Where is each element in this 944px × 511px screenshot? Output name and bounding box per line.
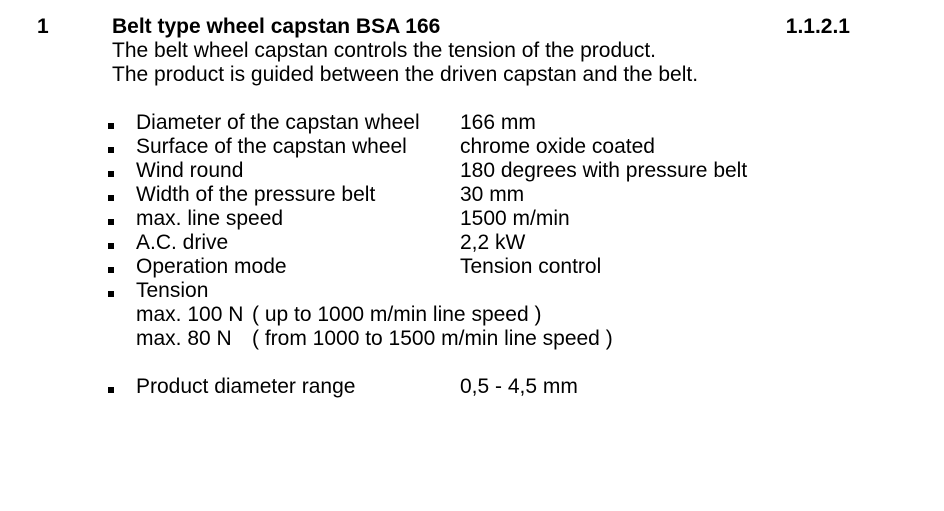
spec-value: chrome oxide coated: [460, 135, 655, 158]
spec-label: max. line speed: [136, 207, 284, 230]
spec-label: Product diameter range: [136, 375, 356, 398]
spec-label: Surface of the capstan wheel: [136, 135, 407, 158]
tension-condition: ( up to 1000 m/min line speed ): [252, 303, 542, 326]
bullet-icon: [108, 219, 114, 225]
spec-value: 0,5 - 4,5 mm: [460, 375, 578, 398]
description-paragraph: [112, 39, 904, 87]
tension-limit: max. 100 N: [136, 303, 244, 326]
spec-value: 180 degrees with pressure belt: [460, 159, 748, 182]
page-title: Belt type wheel capstan BSA 166: [112, 15, 441, 38]
bullet-icon: [108, 147, 114, 153]
spec-row-product-diameter: [0, 375, 944, 399]
spec-row: [0, 111, 944, 135]
spec-row: [0, 135, 944, 159]
spec-label: A.C. drive: [136, 231, 229, 254]
spec-row: [0, 183, 944, 207]
bullet-icon: [108, 267, 114, 273]
spec-row: [0, 255, 944, 279]
spec-value: 1500 m/min: [460, 207, 570, 230]
spec-value: 2,2 kW: [460, 231, 526, 254]
description-line: The belt wheel capstan controls the tension of the product.: [112, 39, 657, 62]
spec-label: Wind round: [136, 159, 244, 182]
spec-value: Tension control: [460, 255, 602, 278]
tension-condition: ( from 1000 to 1500 m/min line speed ): [252, 327, 613, 350]
bullet-icon: [108, 171, 114, 177]
description-line: The product is guided between the driven capstan and the belt.: [112, 63, 699, 86]
section-number: 1: [37, 15, 49, 38]
spec-list: [0, 111, 944, 399]
bullet-icon: [108, 387, 114, 393]
bullet-icon: [108, 243, 114, 249]
spec-value: 30 mm: [460, 183, 525, 206]
section-header: [0, 15, 944, 39]
doc-code: 1.1.2.1: [785, 15, 850, 38]
spec-label: Width of the pressure belt: [136, 183, 376, 206]
tension-detail-row: [0, 327, 944, 351]
spec-row: [0, 159, 944, 183]
bullet-icon: [108, 195, 114, 201]
row-spacer: [0, 351, 944, 375]
spec-label: Tension: [136, 279, 209, 302]
tension-limit: max. 80 N: [136, 327, 232, 350]
spec-value: 166 mm: [460, 111, 536, 134]
spec-row: [0, 231, 944, 255]
spec-row: [0, 207, 944, 231]
spec-label: Diameter of the capstan wheel: [136, 111, 420, 134]
spec-label: Operation mode: [136, 255, 287, 278]
spec-row: [0, 279, 944, 303]
bullet-icon: [108, 291, 114, 297]
tension-detail-row: [0, 303, 944, 327]
bullet-icon: [108, 123, 114, 129]
